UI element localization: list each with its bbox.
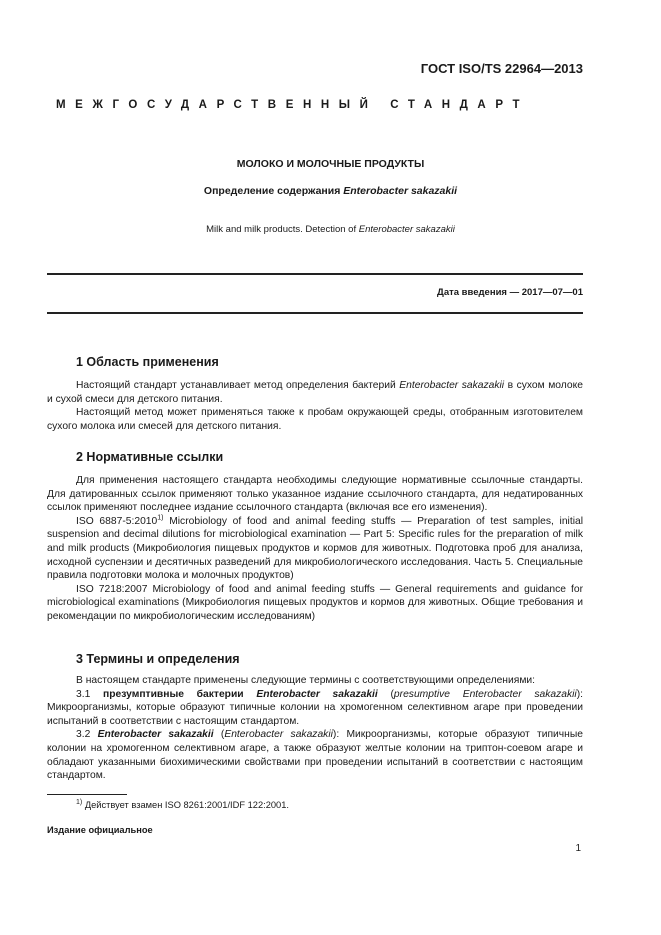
text-run: ): Микроорганизмы, которые образуют типичные колонии на хромогенном селективном агаре, а также образуют желтые колонии на триптон-соевом агаре и обладают указанными биохимическими свойствами при проведении испытаний в соответствии с настоящим стандартом. xyxy=(47,729,583,782)
term-number: 3.1 xyxy=(76,688,104,700)
footnote xyxy=(76,800,289,810)
document-code: ГОСТ ISO/TS 22964—2013 xyxy=(420,61,583,76)
section-3-heading: 3 Термины и определения xyxy=(76,652,240,666)
text-run: ): Микроорганизмы, которые образуют типичные колонии на хромогенном селективном агаре при проведении испытаний в соответствии с настоящим стандартом. xyxy=(47,688,583,727)
footnote-text: Действует взамен ISO 8261:2001/IDF 122:2001. xyxy=(82,800,289,810)
text-run: ( xyxy=(213,729,225,741)
term-english: Enterobacter sakazakii xyxy=(224,729,333,741)
document-subtitle xyxy=(0,185,661,197)
text-run: ( xyxy=(377,688,394,700)
standard-type-banner: МЕЖГОСУДАРСТВЕННЫЙ СТАНДАРТ xyxy=(56,99,530,111)
text-run: ISO 6887-5:2010 xyxy=(76,515,158,527)
introduction-date: Дата введения — 2017—07—01 xyxy=(437,287,583,298)
subtitle-text: Определение содержания xyxy=(203,185,344,197)
text-run: в сухом молоке и сухой смеси для детского питания. xyxy=(47,380,584,405)
section-1-paragraph-2: Настоящий метод может применяться также к пробам окружающей среды, отобранным изготовителем сухого молока или смесей для детского питания. xyxy=(47,407,583,432)
page-number: 1 xyxy=(575,843,581,854)
section-3-paragraph-1: В настоящем стандарте применены следующие термины с соответствующими определениями: xyxy=(76,675,536,686)
section-2-heading: 2 Нормативные ссылки xyxy=(76,450,224,464)
divider-bottom xyxy=(47,312,583,314)
term-name: презумптивные бактерии xyxy=(103,688,257,700)
subtitle-organism: Enterobacter sakazakii xyxy=(343,185,458,197)
section-1-paragraph-1 xyxy=(47,379,583,406)
english-title xyxy=(0,224,661,235)
footnote-marker: 1) xyxy=(76,798,83,806)
divider-top xyxy=(47,273,583,275)
section-2-body xyxy=(47,474,583,624)
english-title-organism: Enterobacter sakazakii xyxy=(358,224,455,235)
term-number: 3.2 xyxy=(76,729,98,741)
edition-label: Издание официальное xyxy=(47,825,153,835)
footnote-marker: 1) xyxy=(157,514,164,522)
organism-name: Enterobacter sakazakii xyxy=(399,380,505,391)
section-2-reference-iso7218: ISO 7218:2007 Microbiology of food and animal feeding stuffs — General requirements and guidance for microbiological examinations (Микробиология пищевых продуктов и кормов для животных. Общие требования и рекомендации по микробиологическим исследованиям) xyxy=(47,583,583,622)
section-2-paragraph-1: Для применения настоящего стандарта необходимы следующие нормативные ссылочные стандарты. Для датированных ссылок применяют только указанное издание ссылочного стандарта, для недатированных ссылок применяют последнее издание ссылочного стандарта (включая все его изменения). xyxy=(47,475,583,514)
term-organism: Enterobacter sakazakii xyxy=(97,729,214,741)
term-english: presumptive Enterobacter sakazakii xyxy=(393,688,577,700)
section-2-reference-iso6887 xyxy=(47,515,583,583)
term-3-2 xyxy=(47,728,583,782)
footnote-divider xyxy=(47,794,127,795)
term-3-1 xyxy=(47,688,583,729)
text-run: Microbiology of food and animal feeding stuffs — Preparation of test samples, initial suspension and decimal dilutions for microbiological examination — Part 5: Specific rules for the preparation of milk and milk products (Микробиология пищевых продуктов и кормов для животных. Подготовка проб для анализа, исходной суспензии и десятичных разведений для микробиологического исследования. Часть 5. Специальные правила подготовки молока и молочных продуктов) xyxy=(47,515,583,582)
section-1-heading: 1 Область применения xyxy=(76,355,219,369)
section-3-body xyxy=(47,674,583,783)
document-title: МОЛОКО И МОЛОЧНЫЕ ПРОДУКТЫ xyxy=(236,158,425,170)
term-organism: Enterobacter sakazakii xyxy=(256,688,378,700)
english-title-text: Milk and milk products. Detection of xyxy=(206,224,359,235)
section-1-body xyxy=(47,379,583,433)
text-run: Настоящий стандарт устанавливает метод определения бактерий xyxy=(76,380,400,391)
